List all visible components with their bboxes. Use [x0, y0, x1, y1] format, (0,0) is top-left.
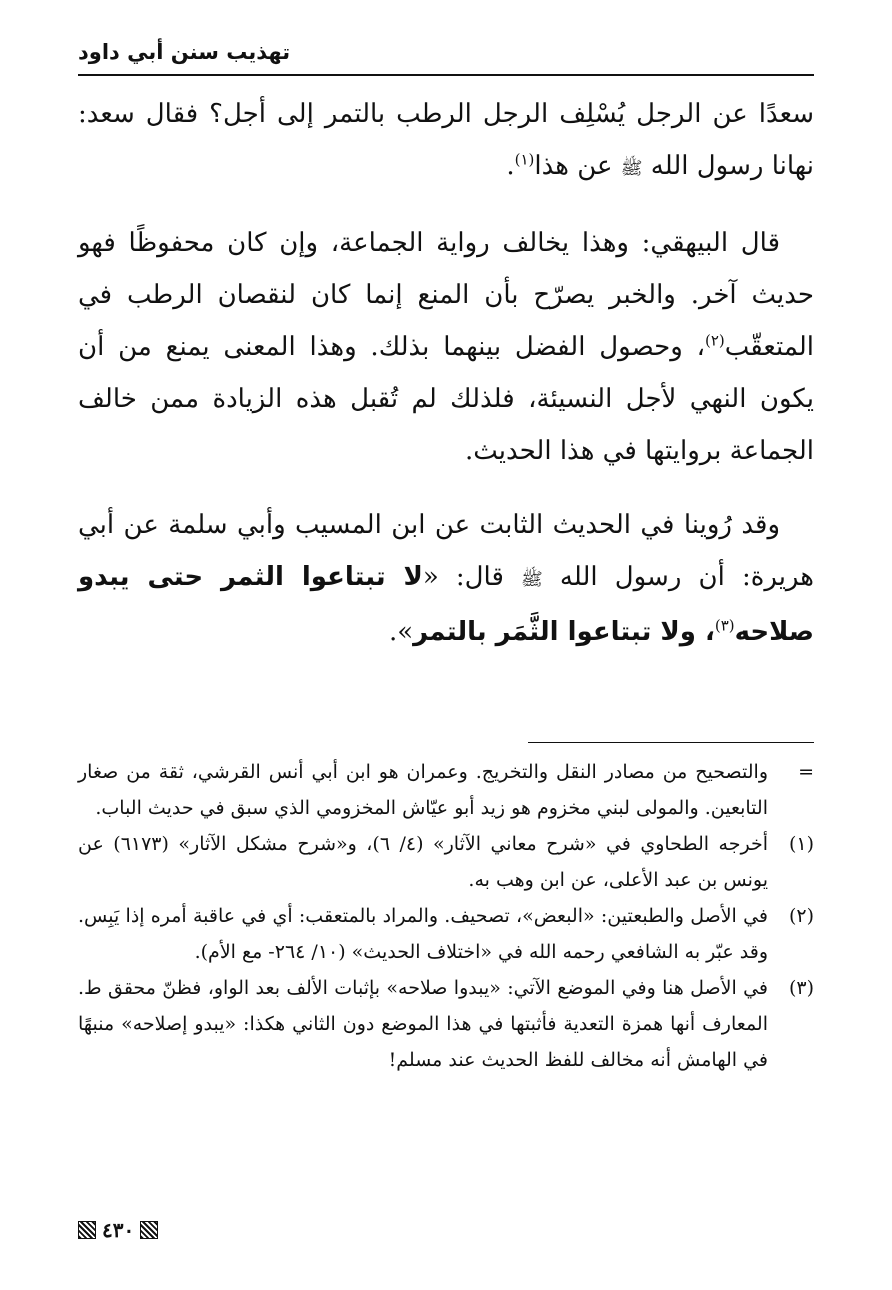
- footnote-1: [78, 826, 814, 898]
- p1-end: عن هذا: [534, 151, 621, 181]
- paragraph-3: [78, 499, 814, 658]
- footnote-mark: (٣): [788, 977, 814, 999]
- footnote-text: أخرجه الطحاوي في «شرح معاني الآثار» (٤/ ٦)، و«شرح مشكل الآثار» (٦١٧٣) عن يونس بن عبد الأعلى، عن ابن وهب به.: [78, 833, 768, 891]
- footnote-separator: [528, 742, 814, 743]
- page-number-value: ٤٣٠: [102, 1218, 135, 1242]
- running-header: [78, 34, 814, 76]
- p3-text-a: وقد رُوينا في الحديث الثابت عن ابن المسيب وأبي سلمة عن أبي هريرة: أن رسول الله: [78, 510, 814, 592]
- footnote-mark: =: [798, 761, 814, 783]
- p2-text-a: قال البيهقي: وهذا يخالف رواية الجماعة، وإن كان محفوظًا فهو حديث آخر. والخبر يصرّح بأن المنع إنما كان لنقصان الرطب في المتعقّب: [78, 228, 814, 362]
- salla-glyph: ﷺ: [521, 569, 543, 590]
- footnote-3: [78, 970, 814, 1078]
- p3-end: ».: [388, 617, 414, 647]
- p3-qal: قال: «: [422, 562, 522, 592]
- footnote-2: [78, 898, 814, 970]
- paragraph-1: [78, 88, 814, 195]
- running-title: تهذيب سنن أبي داود: [78, 40, 291, 64]
- footnote-ref-1[interactable]: (١): [514, 150, 535, 169]
- footnote-ref-3[interactable]: (٣): [714, 616, 735, 635]
- footnote-continued: [78, 754, 814, 826]
- p1-dot: .: [506, 151, 515, 181]
- ornament-icon: [78, 1221, 96, 1239]
- footnote-ref-2[interactable]: (٢): [704, 331, 725, 350]
- page-number: [78, 1218, 158, 1242]
- p2-text-b: ، وحصول الفضل بينهما بذلك. وهذا المعنى يمنع من أن يكون النهي لأجل النسيئة، فلذلك لم تُقبل هذه الزيادة ممن خالف الجماعة بروايتها في هذا الحديث.: [78, 332, 814, 466]
- footnote-mark: (٢): [788, 905, 814, 927]
- paragraph-2: [78, 217, 814, 477]
- hadith-text-1: لا تبتاعوا الثمر حتى يبدو صلاحه: [78, 562, 814, 647]
- footnote-text: والتصحيح من مصادر النقل والتخريج. وعمران هو ابن أبي أنس القرشي، ثقة من صغار التابعين. والمولى لبني مخزوم هو زيد أبو عيّاش المخزومي الذي سبق في حديث الباب.: [78, 761, 768, 819]
- p1-text: سعدًا عن الرجل يُسْلِف الرجل الرطب بالتمر إلى أجل؟ فقال سعد: نهانا رسول الله: [78, 99, 814, 181]
- footnote-text: في الأصل والطبعتين: «البعض»، تصحيف. والمراد بالمتعقب: أي في عاقبة أمره إذا يَبِس. وقد عبّر به الشافعي رحمه الله في «اختلاف الحديث» (١٠/ ٢٦٤- مع الأم).: [78, 905, 768, 963]
- footnote-mark: (١): [788, 833, 814, 855]
- main-text: [78, 88, 814, 658]
- footnote-text: في الأصل هنا وفي الموضع الآتي: «يبدوا صلاحه» بإثبات الألف بعد الواو، فظنّ محقق ط. المعارف أنها همزة التعدية فأثبتها في هذا الموضع دون الثاني هكذا: «يبدو إصلاحه» منبهًا في الهامش أنه مخالف للفظ الحديث عند مسلم!: [78, 977, 768, 1071]
- ornament-icon: [140, 1221, 158, 1239]
- hadith-text-2: ، ولا تبتاعوا الثَّمَر بالتمر: [413, 617, 715, 647]
- salla-glyph: ﷺ: [620, 158, 643, 179]
- footnotes: [78, 754, 814, 1078]
